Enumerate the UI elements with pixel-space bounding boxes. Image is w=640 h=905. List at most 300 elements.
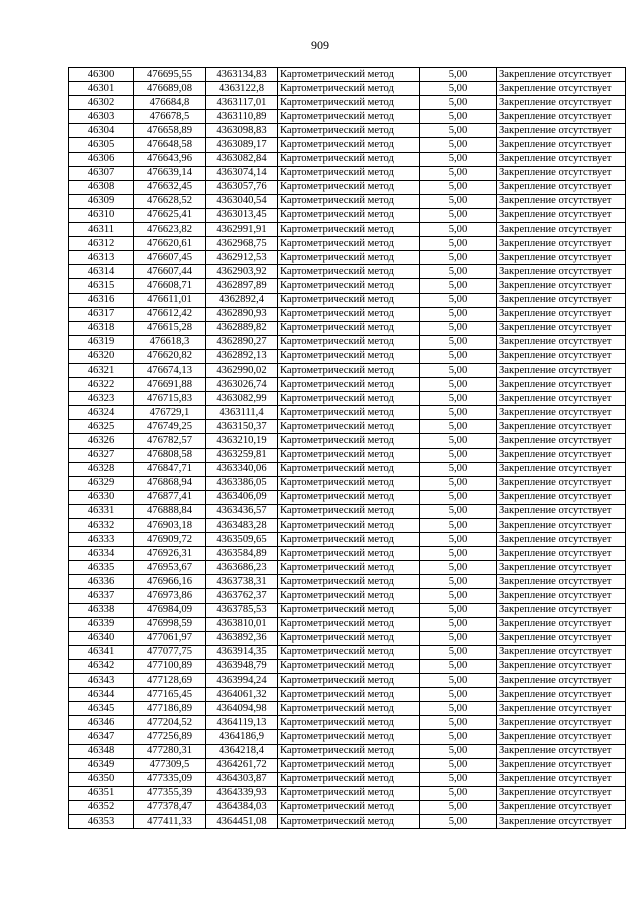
- x-coordinate-cell: 476808,58: [134, 448, 206, 462]
- accuracy-cell: 5,00: [420, 349, 497, 363]
- y-coordinate-cell: 4363117,01: [206, 96, 278, 110]
- point-number-cell: 46300: [69, 68, 134, 82]
- fixation-cell: Закрепление отсутствует: [497, 68, 626, 82]
- x-coordinate-cell: 476643,96: [134, 152, 206, 166]
- point-number-cell: 46332: [69, 519, 134, 533]
- accuracy-cell: 5,00: [420, 68, 497, 82]
- table-row: [69, 716, 626, 730]
- x-coordinate-cell: 476909,72: [134, 533, 206, 547]
- y-coordinate-cell: 4364261,72: [206, 758, 278, 772]
- y-coordinate-cell: 4363892,36: [206, 631, 278, 645]
- accuracy-cell: 5,00: [420, 166, 497, 180]
- accuracy-cell: 5,00: [420, 772, 497, 786]
- method-cell: Картометрический метод: [278, 307, 420, 321]
- table-row: [69, 490, 626, 504]
- method-cell: Картометрический метод: [278, 659, 420, 673]
- point-number-cell: 46312: [69, 237, 134, 251]
- x-coordinate-cell: 476729,1: [134, 406, 206, 420]
- fixation-cell: Закрепление отсутствует: [497, 814, 626, 828]
- x-coordinate-cell: 477077,75: [134, 645, 206, 659]
- accuracy-cell: 5,00: [420, 702, 497, 716]
- accuracy-cell: 5,00: [420, 293, 497, 307]
- x-coordinate-cell: 477378,47: [134, 800, 206, 814]
- fixation-cell: Закрепление отсутствует: [497, 603, 626, 617]
- point-number-cell: 46314: [69, 265, 134, 279]
- accuracy-cell: 5,00: [420, 744, 497, 758]
- accuracy-cell: 5,00: [420, 96, 497, 110]
- point-number-cell: 46320: [69, 349, 134, 363]
- table-row: [69, 603, 626, 617]
- point-number-cell: 46315: [69, 279, 134, 293]
- method-cell: Картометрический метод: [278, 265, 420, 279]
- method-cell: Картометрический метод: [278, 476, 420, 490]
- table-row: [69, 589, 626, 603]
- x-coordinate-cell: 477128,69: [134, 674, 206, 688]
- fixation-cell: Закрепление отсутствует: [497, 237, 626, 251]
- method-cell: Картометрический метод: [278, 279, 420, 293]
- accuracy-cell: 5,00: [420, 589, 497, 603]
- point-number-cell: 46335: [69, 561, 134, 575]
- table-row: [69, 321, 626, 335]
- method-cell: Картометрический метод: [278, 138, 420, 152]
- method-cell: Картометрический метод: [278, 561, 420, 575]
- table-row: [69, 547, 626, 561]
- table-row: [69, 533, 626, 547]
- point-number-cell: 46352: [69, 800, 134, 814]
- x-coordinate-cell: 477186,89: [134, 702, 206, 716]
- accuracy-cell: 5,00: [420, 659, 497, 673]
- table-row: [69, 575, 626, 589]
- point-number-cell: 46345: [69, 702, 134, 716]
- fixation-cell: Закрепление отсутствует: [497, 575, 626, 589]
- fixation-cell: Закрепление отсутствует: [497, 265, 626, 279]
- accuracy-cell: 5,00: [420, 561, 497, 575]
- method-cell: Картометрический метод: [278, 434, 420, 448]
- point-number-cell: 46342: [69, 659, 134, 673]
- point-number-cell: 46325: [69, 420, 134, 434]
- y-coordinate-cell: 4363914,35: [206, 645, 278, 659]
- accuracy-cell: 5,00: [420, 223, 497, 237]
- x-coordinate-cell: 476658,89: [134, 124, 206, 138]
- x-coordinate-cell: 476639,14: [134, 166, 206, 180]
- y-coordinate-cell: 4363762,37: [206, 589, 278, 603]
- point-number-cell: 46343: [69, 674, 134, 688]
- x-coordinate-cell: 476628,52: [134, 194, 206, 208]
- fixation-cell: Закрепление отсутствует: [497, 730, 626, 744]
- x-coordinate-cell: 476984,09: [134, 603, 206, 617]
- accuracy-cell: 5,00: [420, 307, 497, 321]
- x-coordinate-cell: 476625,41: [134, 208, 206, 222]
- method-cell: Картометрический метод: [278, 504, 420, 518]
- accuracy-cell: 5,00: [420, 194, 497, 208]
- method-cell: Картометрический метод: [278, 547, 420, 561]
- method-cell: Картометрический метод: [278, 180, 420, 194]
- table-row: [69, 82, 626, 96]
- fixation-cell: Закрепление отсутствует: [497, 702, 626, 716]
- point-number-cell: 46341: [69, 645, 134, 659]
- table-row: [69, 645, 626, 659]
- table-row: [69, 659, 626, 673]
- point-number-cell: 46305: [69, 138, 134, 152]
- accuracy-cell: 5,00: [420, 758, 497, 772]
- page-number: 909: [311, 38, 329, 52]
- table-row: [69, 744, 626, 758]
- fixation-cell: Закрепление отсутствует: [497, 490, 626, 504]
- fixation-cell: Закрепление отсутствует: [497, 716, 626, 730]
- y-coordinate-cell: 4363509,65: [206, 533, 278, 547]
- point-number-cell: 46336: [69, 575, 134, 589]
- point-number-cell: 46353: [69, 814, 134, 828]
- table-row: [69, 504, 626, 518]
- point-number-cell: 46344: [69, 688, 134, 702]
- accuracy-cell: 5,00: [420, 208, 497, 222]
- method-cell: Картометрический метод: [278, 363, 420, 377]
- x-coordinate-cell: 476607,44: [134, 265, 206, 279]
- y-coordinate-cell: 4362912,53: [206, 251, 278, 265]
- point-number-cell: 46318: [69, 321, 134, 335]
- method-cell: Картометрический метод: [278, 688, 420, 702]
- table-row: [69, 335, 626, 349]
- accuracy-cell: 5,00: [420, 434, 497, 448]
- accuracy-cell: 5,00: [420, 251, 497, 265]
- table-row: [69, 96, 626, 110]
- accuracy-cell: 5,00: [420, 490, 497, 504]
- fixation-cell: Закрепление отсутствует: [497, 223, 626, 237]
- fixation-cell: Закрепление отсутствует: [497, 293, 626, 307]
- table-row: [69, 448, 626, 462]
- y-coordinate-cell: 4363948,79: [206, 659, 278, 673]
- x-coordinate-cell: 476903,18: [134, 519, 206, 533]
- x-coordinate-cell: 476926,31: [134, 547, 206, 561]
- point-number-cell: 46309: [69, 194, 134, 208]
- method-cell: Картометрический метод: [278, 420, 420, 434]
- y-coordinate-cell: 4362903,92: [206, 265, 278, 279]
- x-coordinate-cell: 476966,16: [134, 575, 206, 589]
- table-row: [69, 800, 626, 814]
- fixation-cell: Закрепление отсутствует: [497, 138, 626, 152]
- accuracy-cell: 5,00: [420, 448, 497, 462]
- point-number-cell: 46348: [69, 744, 134, 758]
- x-coordinate-cell: 477355,39: [134, 786, 206, 800]
- fixation-cell: Закрепление отсутствует: [497, 321, 626, 335]
- method-cell: Картометрический метод: [278, 744, 420, 758]
- method-cell: Картометрический метод: [278, 96, 420, 110]
- y-coordinate-cell: 4363098,83: [206, 124, 278, 138]
- accuracy-cell: 5,00: [420, 335, 497, 349]
- fixation-cell: Закрепление отсутствует: [497, 519, 626, 533]
- table-row: [69, 406, 626, 420]
- method-cell: Картометрический метод: [278, 730, 420, 744]
- table-row: [69, 223, 626, 237]
- method-cell: Картометрический метод: [278, 533, 420, 547]
- y-coordinate-cell: 4364303,87: [206, 772, 278, 786]
- point-number-cell: 46326: [69, 434, 134, 448]
- accuracy-cell: 5,00: [420, 279, 497, 293]
- accuracy-cell: 5,00: [420, 786, 497, 800]
- method-cell: Картометрический метод: [278, 800, 420, 814]
- y-coordinate-cell: 4363259,81: [206, 448, 278, 462]
- point-number-cell: 46333: [69, 533, 134, 547]
- method-cell: Картометрический метод: [278, 645, 420, 659]
- accuracy-cell: 5,00: [420, 476, 497, 490]
- y-coordinate-cell: 4364186,9: [206, 730, 278, 744]
- method-cell: Картометрический метод: [278, 617, 420, 631]
- table-row: [69, 730, 626, 744]
- accuracy-cell: 5,00: [420, 378, 497, 392]
- point-number-cell: 46322: [69, 378, 134, 392]
- x-coordinate-cell: 477335,09: [134, 772, 206, 786]
- point-number-cell: 46308: [69, 180, 134, 194]
- x-coordinate-cell: 476608,71: [134, 279, 206, 293]
- method-cell: Картометрический метод: [278, 194, 420, 208]
- x-coordinate-cell: 477280,31: [134, 744, 206, 758]
- fixation-cell: Закрепление отсутствует: [497, 420, 626, 434]
- point-number-cell: 46304: [69, 124, 134, 138]
- accuracy-cell: 5,00: [420, 321, 497, 335]
- accuracy-cell: 5,00: [420, 716, 497, 730]
- y-coordinate-cell: 4363994,24: [206, 674, 278, 688]
- point-number-cell: 46327: [69, 448, 134, 462]
- method-cell: Картометрический метод: [278, 166, 420, 180]
- method-cell: Картометрический метод: [278, 152, 420, 166]
- x-coordinate-cell: 476998,59: [134, 617, 206, 631]
- table-row: [69, 772, 626, 786]
- table-row: [69, 208, 626, 222]
- table-row: [69, 786, 626, 800]
- table-row: [69, 674, 626, 688]
- table-row: [69, 68, 626, 82]
- table-row: [69, 378, 626, 392]
- point-number-cell: 46317: [69, 307, 134, 321]
- method-cell: Картометрический метод: [278, 392, 420, 406]
- accuracy-cell: 5,00: [420, 688, 497, 702]
- point-number-cell: 46307: [69, 166, 134, 180]
- x-coordinate-cell: 476674,13: [134, 363, 206, 377]
- fixation-cell: Закрепление отсутствует: [497, 533, 626, 547]
- y-coordinate-cell: 4363122,8: [206, 82, 278, 96]
- method-cell: Картометрический метод: [278, 448, 420, 462]
- y-coordinate-cell: 4363082,99: [206, 392, 278, 406]
- point-number-cell: 46302: [69, 96, 134, 110]
- accuracy-cell: 5,00: [420, 617, 497, 631]
- table-row: [69, 631, 626, 645]
- method-cell: Картометрический метод: [278, 575, 420, 589]
- fixation-cell: Закрепление отсутствует: [497, 194, 626, 208]
- method-cell: Картометрический метод: [278, 223, 420, 237]
- point-number-cell: 46351: [69, 786, 134, 800]
- y-coordinate-cell: 4362892,4: [206, 293, 278, 307]
- table-row: [69, 237, 626, 251]
- x-coordinate-cell: 476632,45: [134, 180, 206, 194]
- x-coordinate-cell: 476678,5: [134, 110, 206, 124]
- accuracy-cell: 5,00: [420, 420, 497, 434]
- point-number-cell: 46301: [69, 82, 134, 96]
- accuracy-cell: 5,00: [420, 392, 497, 406]
- accuracy-cell: 5,00: [420, 603, 497, 617]
- fixation-cell: Закрепление отсутствует: [497, 392, 626, 406]
- point-number-cell: 46347: [69, 730, 134, 744]
- x-coordinate-cell: 476611,01: [134, 293, 206, 307]
- table-row: [69, 166, 626, 180]
- fixation-cell: Закрепление отсутствует: [497, 561, 626, 575]
- x-coordinate-cell: 477309,5: [134, 758, 206, 772]
- table-row: [69, 702, 626, 716]
- table-row: [69, 476, 626, 490]
- x-coordinate-cell: 477165,45: [134, 688, 206, 702]
- fixation-cell: Закрепление отсутствует: [497, 307, 626, 321]
- y-coordinate-cell: 4363810,01: [206, 617, 278, 631]
- point-number-cell: 46316: [69, 293, 134, 307]
- table-row: [69, 251, 626, 265]
- fixation-cell: Закрепление отсутствует: [497, 110, 626, 124]
- x-coordinate-cell: 476973,86: [134, 589, 206, 603]
- accuracy-cell: 5,00: [420, 110, 497, 124]
- y-coordinate-cell: 4363738,31: [206, 575, 278, 589]
- fixation-cell: Закрепление отсутствует: [497, 476, 626, 490]
- table-row: [69, 110, 626, 124]
- table-row: [69, 307, 626, 321]
- method-cell: Картометрический метод: [278, 349, 420, 363]
- accuracy-cell: 5,00: [420, 800, 497, 814]
- table-row: [69, 363, 626, 377]
- x-coordinate-cell: 476618,3: [134, 335, 206, 349]
- point-number-cell: 46321: [69, 363, 134, 377]
- fixation-cell: Закрепление отсутствует: [497, 688, 626, 702]
- accuracy-cell: 5,00: [420, 180, 497, 194]
- method-cell: Картометрический метод: [278, 589, 420, 603]
- x-coordinate-cell: 476689,08: [134, 82, 206, 96]
- point-number-cell: 46306: [69, 152, 134, 166]
- x-coordinate-cell: 476749,25: [134, 420, 206, 434]
- method-cell: Картометрический метод: [278, 758, 420, 772]
- accuracy-cell: 5,00: [420, 82, 497, 96]
- fixation-cell: Закрепление отсутствует: [497, 279, 626, 293]
- accuracy-cell: 5,00: [420, 237, 497, 251]
- point-number-cell: 46323: [69, 392, 134, 406]
- fixation-cell: Закрепление отсутствует: [497, 152, 626, 166]
- x-coordinate-cell: 476612,42: [134, 307, 206, 321]
- y-coordinate-cell: 4364061,32: [206, 688, 278, 702]
- method-cell: Картометрический метод: [278, 490, 420, 504]
- point-number-cell: 46328: [69, 462, 134, 476]
- y-coordinate-cell: 4363406,09: [206, 490, 278, 504]
- table-row: [69, 152, 626, 166]
- y-coordinate-cell: 4362890,27: [206, 335, 278, 349]
- x-coordinate-cell: 477256,89: [134, 730, 206, 744]
- point-number-cell: 46319: [69, 335, 134, 349]
- coordinates-table: [68, 67, 626, 829]
- y-coordinate-cell: 4362892,13: [206, 349, 278, 363]
- fixation-cell: Закрепление отсутствует: [497, 180, 626, 194]
- accuracy-cell: 5,00: [420, 730, 497, 744]
- method-cell: Картометрический метод: [278, 631, 420, 645]
- table-row: [69, 138, 626, 152]
- y-coordinate-cell: 4363040,54: [206, 194, 278, 208]
- table-row: [69, 561, 626, 575]
- y-coordinate-cell: 4362990,02: [206, 363, 278, 377]
- y-coordinate-cell: 4363150,37: [206, 420, 278, 434]
- fixation-cell: Закрепление отсутствует: [497, 744, 626, 758]
- table-row: [69, 688, 626, 702]
- accuracy-cell: 5,00: [420, 674, 497, 688]
- y-coordinate-cell: 4364339,93: [206, 786, 278, 800]
- x-coordinate-cell: 476868,94: [134, 476, 206, 490]
- point-number-cell: 46334: [69, 547, 134, 561]
- y-coordinate-cell: 4363111,4: [206, 406, 278, 420]
- method-cell: Картометрический метод: [278, 702, 420, 716]
- accuracy-cell: 5,00: [420, 631, 497, 645]
- x-coordinate-cell: 476782,57: [134, 434, 206, 448]
- table-row: [69, 420, 626, 434]
- accuracy-cell: 5,00: [420, 533, 497, 547]
- method-cell: Картометрический метод: [278, 251, 420, 265]
- x-coordinate-cell: 476953,67: [134, 561, 206, 575]
- y-coordinate-cell: 4363483,28: [206, 519, 278, 533]
- fixation-cell: Закрепление отсутствует: [497, 645, 626, 659]
- y-coordinate-cell: 4363436,57: [206, 504, 278, 518]
- fixation-cell: Закрепление отсутствует: [497, 448, 626, 462]
- fixation-cell: Закрепление отсутствует: [497, 378, 626, 392]
- accuracy-cell: 5,00: [420, 152, 497, 166]
- method-cell: Картометрический метод: [278, 519, 420, 533]
- accuracy-cell: 5,00: [420, 124, 497, 138]
- y-coordinate-cell: 4362897,89: [206, 279, 278, 293]
- accuracy-cell: 5,00: [420, 814, 497, 828]
- x-coordinate-cell: 476648,58: [134, 138, 206, 152]
- y-coordinate-cell: 4364119,13: [206, 716, 278, 730]
- x-coordinate-cell: 476615,28: [134, 321, 206, 335]
- fixation-cell: Закрепление отсутствует: [497, 674, 626, 688]
- method-cell: Картометрический метод: [278, 406, 420, 420]
- table-row: [69, 519, 626, 533]
- x-coordinate-cell: 476877,41: [134, 490, 206, 504]
- x-coordinate-cell: 476623,82: [134, 223, 206, 237]
- fixation-cell: Закрепление отсутствует: [497, 363, 626, 377]
- y-coordinate-cell: 4363074,14: [206, 166, 278, 180]
- y-coordinate-cell: 4364451,08: [206, 814, 278, 828]
- point-number-cell: 46349: [69, 758, 134, 772]
- fixation-cell: Закрепление отсутствует: [497, 251, 626, 265]
- accuracy-cell: 5,00: [420, 363, 497, 377]
- fixation-cell: Закрепление отсутствует: [497, 335, 626, 349]
- fixation-cell: Закрепление отсутствует: [497, 82, 626, 96]
- x-coordinate-cell: 476620,82: [134, 349, 206, 363]
- method-cell: Картометрический метод: [278, 603, 420, 617]
- y-coordinate-cell: 4363386,05: [206, 476, 278, 490]
- method-cell: Картометрический метод: [278, 814, 420, 828]
- method-cell: Картометрический метод: [278, 68, 420, 82]
- accuracy-cell: 5,00: [420, 645, 497, 659]
- table-row: [69, 814, 626, 828]
- y-coordinate-cell: 4363210,19: [206, 434, 278, 448]
- y-coordinate-cell: 4363584,89: [206, 547, 278, 561]
- fixation-cell: Закрепление отсутствует: [497, 800, 626, 814]
- method-cell: Картометрический метод: [278, 82, 420, 96]
- fixation-cell: Закрепление отсутствует: [497, 772, 626, 786]
- x-coordinate-cell: 476691,88: [134, 378, 206, 392]
- x-coordinate-cell: 476620,61: [134, 237, 206, 251]
- table-row: [69, 617, 626, 631]
- accuracy-cell: 5,00: [420, 575, 497, 589]
- accuracy-cell: 5,00: [420, 519, 497, 533]
- fixation-cell: Закрепление отсутствует: [497, 547, 626, 561]
- point-number-cell: 46303: [69, 110, 134, 124]
- method-cell: Картометрический метод: [278, 335, 420, 349]
- fixation-cell: Закрепление отсутствует: [497, 462, 626, 476]
- y-coordinate-cell: 4363082,84: [206, 152, 278, 166]
- fixation-cell: Закрепление отсутствует: [497, 631, 626, 645]
- x-coordinate-cell: 476684,8: [134, 96, 206, 110]
